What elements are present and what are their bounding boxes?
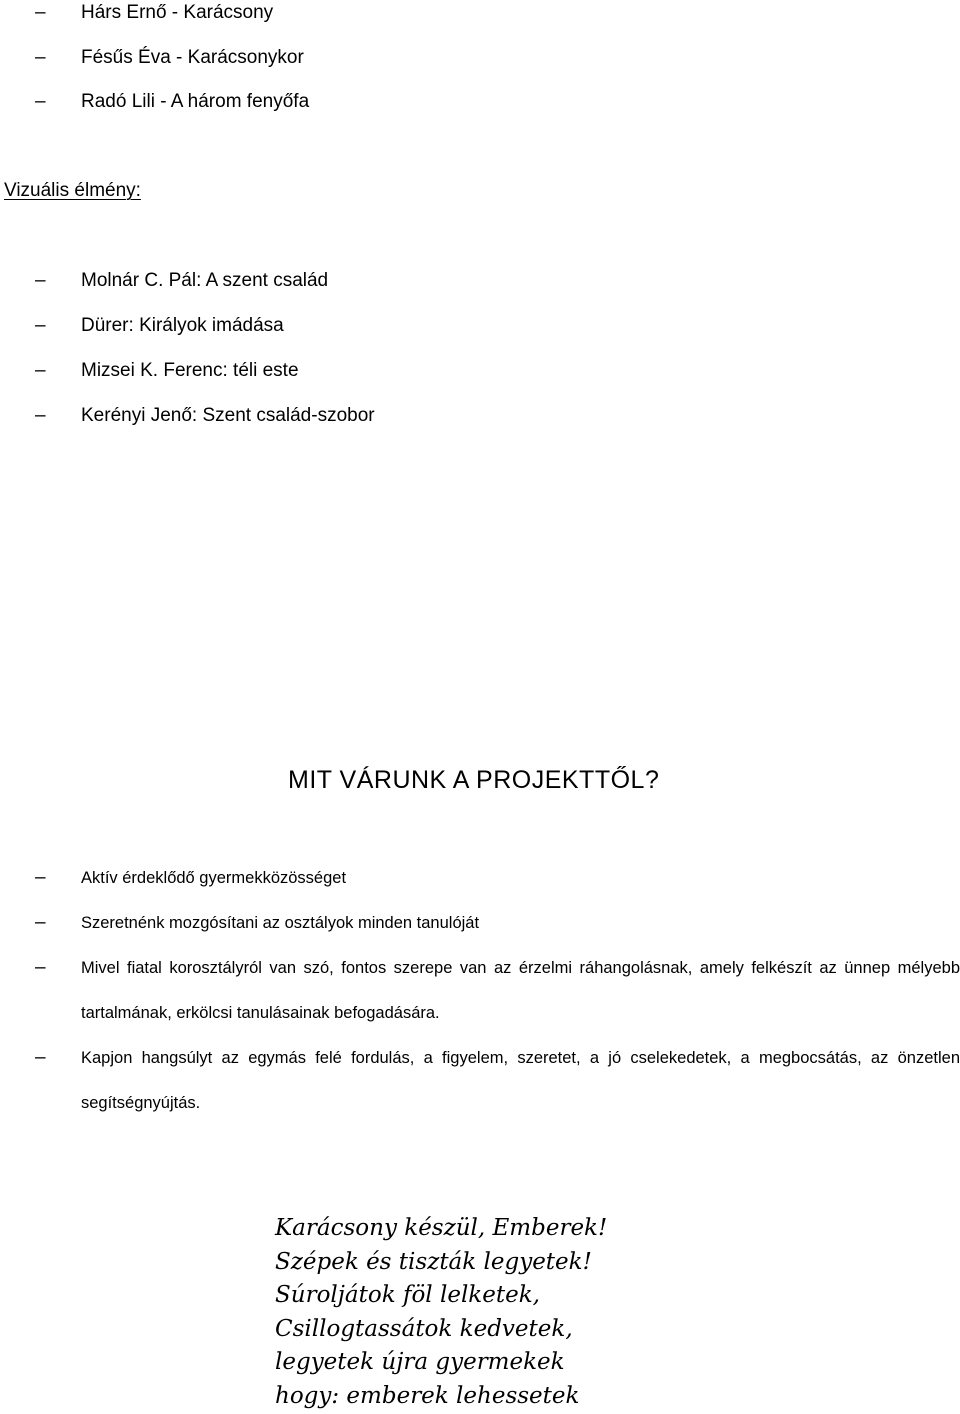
list-item-text: Kerényi Jenő: Szent család-szobor [81,405,375,426]
list-item-text: Molnár C. Pál: A szent család [81,270,329,291]
section-label-visual: Vizuális élmény: [4,180,141,201]
dash-bullet: – [35,315,46,336]
dash-bullet: – [35,47,46,68]
dash-bullet: – [35,2,46,23]
dash-bullet: – [35,405,46,426]
poem-line: Csillogtassátok kedvetek, [275,1315,573,1342]
poem-line: Súroljátok föl lelketek, [275,1282,540,1308]
dash-bullet: – [35,1047,46,1068]
dash-bullet: – [35,912,46,933]
poem-line: Karácsony készül, Emberek! [275,1215,608,1241]
dash-bullet: – [35,957,46,978]
paragraph-item: Szeretnénk mozgósítani az osztályok minden tanulóját [81,914,480,932]
poem-line: hogy: emberek lehessetek [275,1382,580,1409]
poem-line: Szépek és tiszták legyetek! [275,1248,592,1275]
dash-bullet: – [35,360,46,381]
section-heading: MIT VÁRUNK A PROJEKTTŐL? [288,766,660,794]
dash-bullet: – [35,867,46,888]
paragraph-item: Aktív érdeklődő gyermekközösséget [81,869,347,887]
paragraph-item: Mivel fiatal korosztályról van szó, fontos szerepe van az érzelmi ráhangolásnak, amely felkészít az ünnep mélyebb tartalmának, erkölcsi tanulásainak befogadására. [81,959,960,1022]
list-item-text: Dürer: Királyok imádása [81,315,284,336]
list-item-text: Mizsei K. Ferenc: téli este [81,360,299,381]
dash-bullet: – [35,270,46,291]
list-item-text: Hárs Ernő - Karácsony [81,2,274,23]
dash-bullet: – [35,91,46,112]
list-item-text: Radó Lili - A három fenyőfa [81,91,310,112]
poem-line: legyetek újra gyermekek [275,1349,565,1375]
list-item-text: Fésűs Éva - Karácsonykor [81,47,304,68]
paragraph-item: Kapjon hangsúlyt az egymás felé fordulás, a figyelem, szeretet, a jó cselekedetek, a megbocsátás, az önzetlen segítségnyújtás. [81,1049,960,1112]
poem-block [275,1212,607,1413]
